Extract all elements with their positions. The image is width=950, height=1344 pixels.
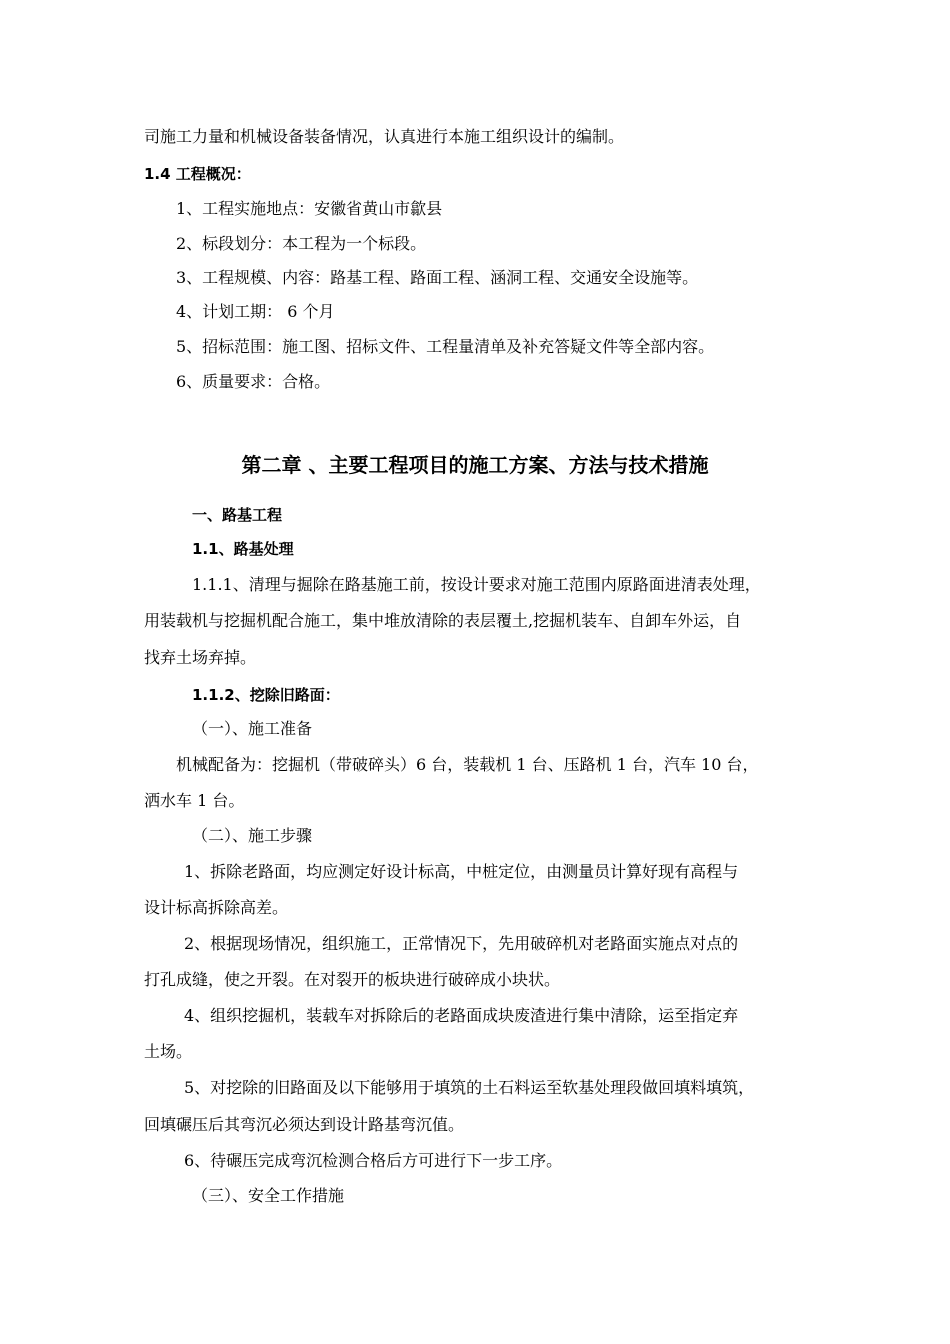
step-group-heading: （一）、施工准备	[192, 719, 313, 738]
intro-continuation: 司施工力量和机械设备装备情况，认真进行本施工组织设计的编制。	[144, 127, 625, 146]
overview-item: 5、招标范围：施工图、招标文件、工程量清单及补充答疑文件等全部内容。	[176, 337, 715, 356]
paragraph-line: 机械配备为：挖掘机（带破碎头）6 台，装载机 1 台、压路机 1 台，汽车 10 台，	[176, 755, 759, 774]
subsection-heading: 1.1、路基处理	[192, 540, 294, 558]
chapter-title: 第二章 、主要工程项目的施工方案、方法与技术措施	[241, 453, 709, 477]
step-line: 土场。	[144, 1042, 193, 1061]
step-line: 打孔成缝，使之开裂。在对裂开的板块进行破碎成小块状。	[144, 970, 561, 989]
step-line: 1、拆除老路面，均应测定好设计标高，中桩定位，由测量员计算好现有高程与	[184, 862, 739, 881]
step-group-heading: （三）、安全工作措施	[192, 1186, 345, 1205]
step-line: 回填碾压后其弯沉必须达到设计路基弯沉值。	[144, 1115, 465, 1134]
overview-item: 3、工程规模、内容：路基工程、路面工程、涵洞工程、交通安全设施等。	[176, 268, 699, 287]
paragraph-line: 1.1.1、清理与掘除在路基施工前，按设计要求对施工范围内原路面进清表处理，	[192, 575, 761, 594]
subsection-heading: 1.1.2、挖除旧路面：	[192, 686, 340, 704]
overview-item: 6、质量要求：合格。	[176, 372, 331, 391]
part-heading: 一、路基工程	[192, 506, 283, 524]
step-line: 5、对挖除的旧路面及以下能够用于填筑的土石料运至软基处理段做回填料填筑，	[184, 1078, 755, 1097]
paragraph-line: 洒水车 1 台。	[144, 791, 245, 810]
paragraph-line: 用装载机与挖掘机配合施工，集中堆放清除的表层覆土,挖掘机装车、自卸车外运，自	[144, 611, 742, 630]
overview-item: 4、计划工期： 6 个月	[176, 302, 335, 321]
step-group-heading: （二）、施工步骤	[192, 826, 313, 845]
step-line: 6、待碾压完成弯沉检测合格后方可进行下一步工序。	[184, 1151, 563, 1170]
step-line: 4、组织挖掘机，装载车对拆除后的老路面成块废渣进行集中清除，运至指定弃	[184, 1006, 739, 1025]
step-line: 2、根据现场情况，组织施工，正常情况下，先用破碎机对老路面实施点对点的	[184, 934, 739, 953]
overview-item: 2、标段划分：本工程为一个标段。	[176, 234, 427, 253]
paragraph-line: 找弃土场弃掉。	[144, 648, 257, 667]
section-1-4-heading: 1.4 工程概况：	[144, 165, 251, 183]
step-line: 设计标高拆除高差。	[144, 898, 289, 917]
overview-item: 1、工程实施地点：安徽省黄山市歙县	[176, 199, 443, 218]
